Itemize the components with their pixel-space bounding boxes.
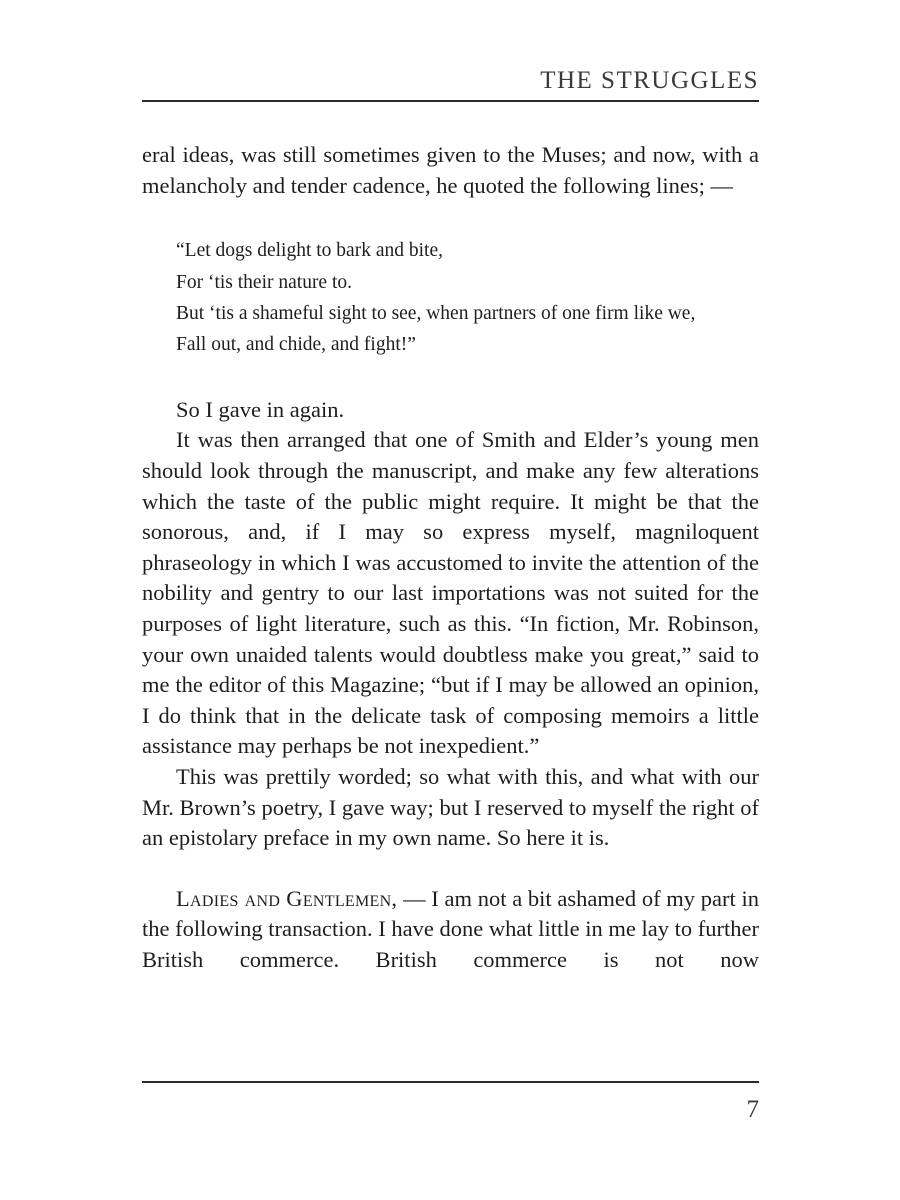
running-head: THE STRUGGLES xyxy=(540,67,759,94)
letter-text: — I am not a bit ashamed of my part in the following transaction. I have done what little in me lay to further British commerce. British commerce is not now xyxy=(142,885,759,972)
poem-line: But ‘tis a shameful sight to see, when partners of one firm like we, xyxy=(176,303,696,324)
page-number: 7 xyxy=(746,1096,759,1123)
section-gap xyxy=(142,854,759,884)
paragraph: It was then arranged that one of Smith and Elder’s young men should look through the manuscript, and make any few alterations which the taste of the public might require. It might be that the sonorous, and, if I may so express myself, magniloquent phraseology in which I was accustomed to invite the attention of the nobility and gentry to our last importations was not suited for the purposes of light literature, such as this. “In fiction, Mr. Robinson, your own unaided talents would doubtless make you great,” said to me the editor of this Magazine; “but if I may be allowed an opinion, I do think that in the delicate task of composing memoirs a little assistance may perhaps be not inexpedient.” xyxy=(142,427,759,759)
poem-line: Fall out, and chide, and fight!” xyxy=(176,334,416,356)
body-text xyxy=(142,140,759,976)
poem-line: For ‘tis their nature to. xyxy=(176,271,353,293)
header-rule xyxy=(142,100,759,102)
footer-rule xyxy=(142,1081,759,1083)
quoted-poem xyxy=(176,235,759,361)
poem-line: “Let dogs delight to bark and bite, xyxy=(176,240,443,262)
opening-paragraph: eral ideas, was still sometimes given to the Muses; and now, with a melancholy and tender cadence, he quoted the following lines; — xyxy=(142,142,759,198)
paragraph: So I gave in again. xyxy=(176,396,345,422)
letter-paragraph xyxy=(142,884,759,976)
paragraph: This was prettily worded; so what with this, and what with our Mr. Brown’s poetry, I gave way; but I reserved to myself the right of an epistolary preface in my own name. So here it is. xyxy=(142,763,759,851)
letter-salutation: Ladies and Gentlemen, xyxy=(176,885,398,911)
book-page xyxy=(142,0,759,1200)
